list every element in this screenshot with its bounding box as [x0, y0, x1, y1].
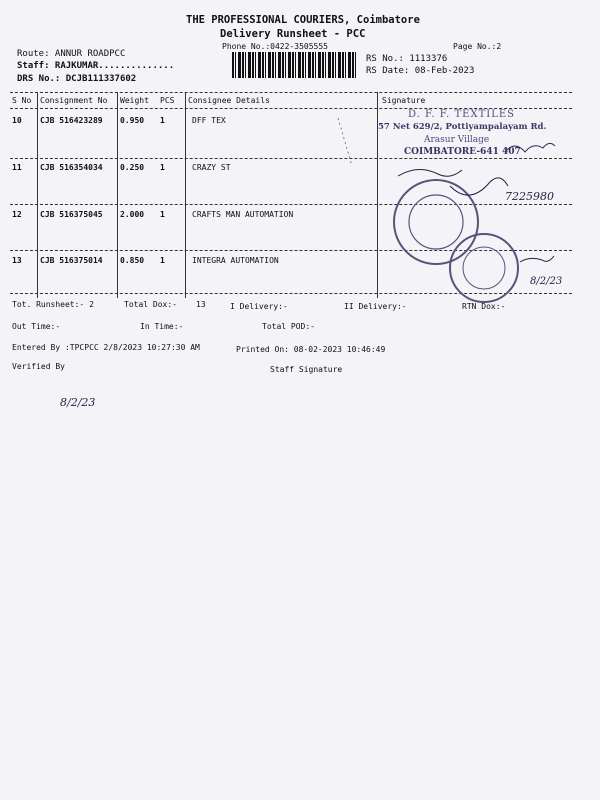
total-pod: Total POD:- [262, 322, 315, 331]
col-sno: S No [12, 96, 32, 105]
row-weight: 0.250 [120, 163, 145, 172]
printed-on: Printed On: 08-02-2023 10:46:49 [236, 345, 386, 354]
company-stamp [394, 180, 478, 264]
stamp-city: COIMBATORE-641 407 [404, 147, 521, 157]
handwritten-mark [338, 118, 352, 166]
handwritten-scribble [520, 256, 554, 262]
courier-stamp [450, 234, 518, 302]
courier-stamp-inner [463, 247, 505, 289]
company-name: THE PROFESSIONAL COURIERS, Coimbatore [186, 14, 420, 26]
row-pcs: 1 [160, 163, 165, 172]
route: Route: ANNUR ROADPCC [17, 49, 126, 59]
row-pcs: 1 [160, 210, 165, 219]
in-time: In Time:- [140, 322, 184, 331]
rtn-dox: RTN Dox:- [462, 302, 506, 311]
total-dox-label: Total Dox:- [124, 300, 177, 309]
col-weight: Weight [120, 96, 149, 105]
row-pcs: 1 [160, 256, 165, 265]
company-stamp-inner [409, 195, 463, 249]
row-consignee: DFF TEX [192, 116, 226, 125]
phone-number: Phone No.:0422-3505555 [222, 42, 328, 51]
staff: Staff: RAJKUMAR.............. [17, 61, 175, 71]
col-consignee: Consignee Details [188, 96, 270, 105]
handwritten-name [398, 169, 462, 176]
row-consignment: CJB 516375045 [40, 210, 103, 219]
row-consignee: CRAZY ST [192, 163, 231, 172]
handwritten-phone: 7225980 [505, 190, 554, 203]
staff-signature: Staff Signature [270, 365, 343, 374]
verified-by: Verified By [12, 362, 65, 371]
handwritten-date: 8/2/23 [530, 276, 563, 287]
ii-delivery: II Delivery:- [344, 302, 407, 311]
stamp-address-line1: 57 Net 629/2, Pottiyampalayam Rd. [378, 122, 547, 132]
drs-number: DRS No.: DCJB111337602 [17, 74, 137, 84]
signature-drawings [0, 0, 600, 330]
page-number: Page No.:2 [453, 42, 502, 51]
row-consignee: CRAFTS MAN AUTOMATION [192, 210, 294, 219]
row-pcs: 1 [160, 116, 165, 125]
verifier-date: 8/2/23 [60, 396, 96, 409]
stamp-company-name: D. F. F. TEXTILES [408, 109, 515, 120]
row-consignment: CJB 516354034 [40, 163, 103, 172]
rs-date: RS Date: 08-Feb-2023 [366, 66, 475, 76]
document-title: Delivery Runsheet - PCC [220, 28, 366, 40]
handwritten-signature [505, 143, 555, 152]
col-signature: Signature [382, 96, 426, 105]
row-weight: 0.950 [120, 116, 145, 125]
rs-number: RS No.: 1113376 [366, 54, 448, 64]
total-runsheet: Tot. Runsheet:- 2 [12, 300, 94, 309]
total-dox-value: 13 [196, 300, 206, 309]
i-delivery: I Delivery:- [230, 302, 288, 311]
row-consignment: CJB 516375014 [40, 256, 103, 265]
out-time: Out Time:- [12, 322, 61, 331]
col-pcs: PCS [160, 96, 175, 105]
stamp-address-line2: Arasur Village [424, 135, 490, 145]
row-sno: 12 [12, 210, 22, 219]
row-sno: 11 [12, 163, 22, 172]
row-sno: 10 [12, 116, 22, 125]
row-weight: 2.000 [120, 210, 145, 219]
row-consignee: INTEGRA AUTOMATION [192, 256, 279, 265]
row-consignment: CJB 516423289 [40, 116, 103, 125]
col-consignment: Consignment No [40, 96, 108, 105]
row-sno: 13 [12, 256, 22, 265]
row-weight: 0.850 [120, 256, 145, 265]
entered-by: Entered By :TPCPCC 2/8/2023 10:27:30 AM [12, 343, 200, 352]
